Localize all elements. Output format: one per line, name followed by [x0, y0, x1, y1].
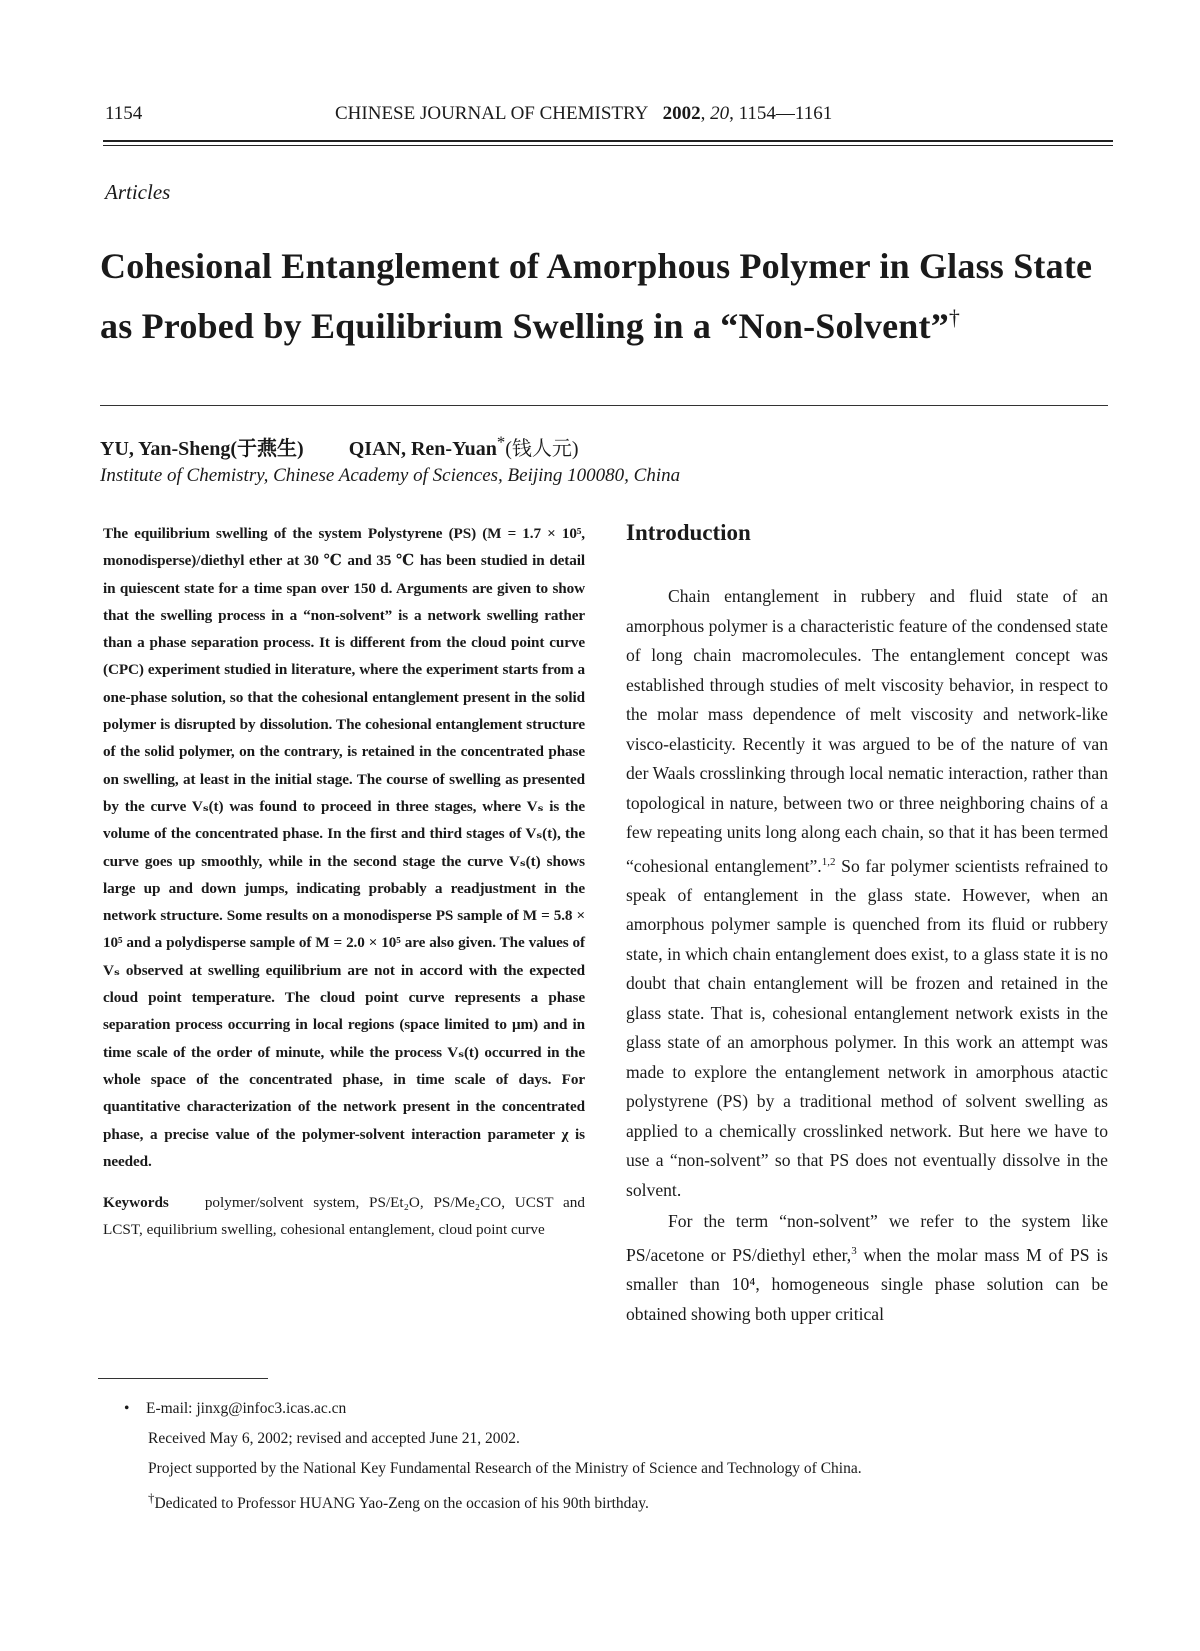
keywords-label: Keywords — [103, 1194, 169, 1212]
footnote-dedication — [148, 1490, 649, 1513]
intro-paragraph-1 — [626, 582, 1108, 1205]
corresponding-mark: * — [496, 432, 506, 452]
citation-1-2: 1,2 — [821, 855, 836, 868]
introduction-column — [626, 520, 1108, 1329]
title-line-2 — [100, 292, 1130, 352]
journal-volume: 20 — [710, 103, 730, 124]
title-rule — [100, 405, 1108, 406]
journal-year: 2002 — [662, 103, 701, 124]
citation-3: 3 — [851, 1244, 857, 1257]
intro-p1-part-b: So far polymer scientists refrained to speak of entanglement in the glass state. However, when an amorphous polymer sample is quenched from its fluid or rubbery state, in which chain entanglement does exist, to a glass state it is no doubt that chain entanglement will be frozen and retained in the glass state. That is, cohesional entanglement network exists in the glass state of an amorphous polymer. In this work an attempt was made to explore the entanglement network in amorphous atactic polystyrene (PS) by a traditional method of solvent swelling as applied to a chemically crosslinked network. But here we have to use a “non-solvent” so that PS does not eventually dissolve in the solvent. — [626, 855, 1108, 1200]
introduction-heading: Introduction — [626, 520, 751, 545]
journal-pages: 1154—1161 — [738, 103, 833, 124]
footnote-email — [124, 1400, 346, 1418]
header-rule-bottom — [103, 145, 1113, 146]
intro-p1-part-a: Chain entanglement in rubbery and fluid state of an amorphous polymer is a characteristic feature of the condensed state of long chain macromolecules. The entanglement concept was established through studies of melt viscosity behavior, in respect to the molar mass dependence of melt viscosity and network-like visco-elasticity. Recently it was argued to be of the nature of van der Waals crosslinking through local nematic interaction, rather than topological in nature, between two or three neighboring chains of a few repeating units long along each chain, so that it has been termed “cohesional entanglement”. — [626, 586, 1108, 876]
intro-p2-part-a: For the term “non-solvent” we refer to the system like PS/acetone or PS/diethyl ether, — [626, 1211, 1108, 1265]
header-rule-top — [103, 140, 1113, 142]
keywords-text: polymer/solvent system, PS/Et₂O, PS/Me₂CO, UCST and LCST, equilibrium swelling, cohesional entanglement, cloud point curve — [103, 1194, 585, 1239]
page-number: 1154 — [105, 103, 143, 124]
dedication-text: Dedicated to Professor HUANG Yao-Zeng on the occasion of his 90th birthday. — [154, 1495, 649, 1513]
dedication-dagger: † — [148, 1490, 155, 1505]
title-line-2-text: as Probed by Equilibrium Swelling in a “Non-Solvent” — [100, 306, 949, 346]
abstract-column — [103, 520, 585, 1244]
author-2-chinese: (钱人元) — [505, 438, 579, 460]
section-label: Articles — [105, 180, 171, 204]
footnote-project: Project supported by the National Key Fundamental Research of the Ministry of Science and Technology of China. — [148, 1460, 862, 1477]
abstract: The equilibrium swelling of the system Polystyrene (PS) (M = 1.7 × 10⁵, monodisperse)/diethyl ether at 30 ℃ and 35 ℃ has been studied in detail in quiescent state for a time span over 150 d. Arguments are given to show that the swelling process in a “non-solvent” is a network swelling rather than a phase separation process. It is different from the cloud point curve (CPC) experiment studied in literature, where the experiment starts from a one-phase solution, so that the cohesional entanglement present in the solid polymer is disrupted by dissolution. The cohesional entanglement structure of the solid polymer, on the contrary, is retained in the concentrated phase on swelling, at least in the initial stage. The course of swelling as presented by the curve Vₛ(t) was found to proceed in three stages, where Vₛ is the volume of the concentrated phase. In the first and third stages of Vₛ(t), the curve goes up smoothly, while in the second stage the curve Vₛ(t) shows large up and down jumps, indicating probably a readjustment in the network structure. Some results on a monodisperse PS sample of M = 5.8 × 10⁵ and a polydisperse sample of M = 2.0 × 10⁵ are also given. The values of Vₛ observed at swelling equilibrium are not in accord with the expected cloud point temperature. The cloud point curve represents a phase separation process occurring in local regions (space limited to μm) and in time scale of the order of minute, while the process Vₛ(t) occurred in the whole space of the concentrated phase, in time scale of days. For quantitative characterization of the network present in the concentrated phase, a precise value of the polymer-solvent interaction parameter χ is needed. — [103, 525, 585, 1170]
footnote-bullet: • — [124, 1400, 130, 1417]
footnote-rule — [98, 1378, 268, 1379]
author-1: YU, Yan-Sheng(于燕生) — [100, 438, 304, 460]
email-text: E-mail: jinxg@infoc3.icas.ac.cn — [146, 1400, 347, 1417]
journal-name: CHINESE JOURNAL OF CHEMISTRY — [335, 103, 649, 124]
article-title — [100, 240, 1130, 352]
footnote-received: Received May 6, 2002; revised and accepted June 21, 2002. — [148, 1430, 520, 1447]
journal-header: CHINESE JOURNAL OF CHEMISTRY 2002, 20, 1154—1161 — [335, 103, 833, 124]
title-dagger: † — [948, 305, 961, 330]
author-line — [100, 432, 579, 461]
intro-p2-part-b: when the molar mass M of PS is smaller than 10⁴, homogeneous single phase solution can be obtained showing both upper critical — [626, 1244, 1108, 1324]
affiliation: Institute of Chemistry, Chinese Academy of Sciences, Beijing 100080, China — [100, 465, 681, 486]
intro-paragraph-2 — [626, 1207, 1108, 1329]
title-line-1: Cohesional Entanglement of Amorphous Polymer in Glass State — [100, 246, 1093, 286]
author-2: QIAN, Ren-Yuan — [348, 438, 497, 460]
keywords — [103, 1189, 585, 1244]
